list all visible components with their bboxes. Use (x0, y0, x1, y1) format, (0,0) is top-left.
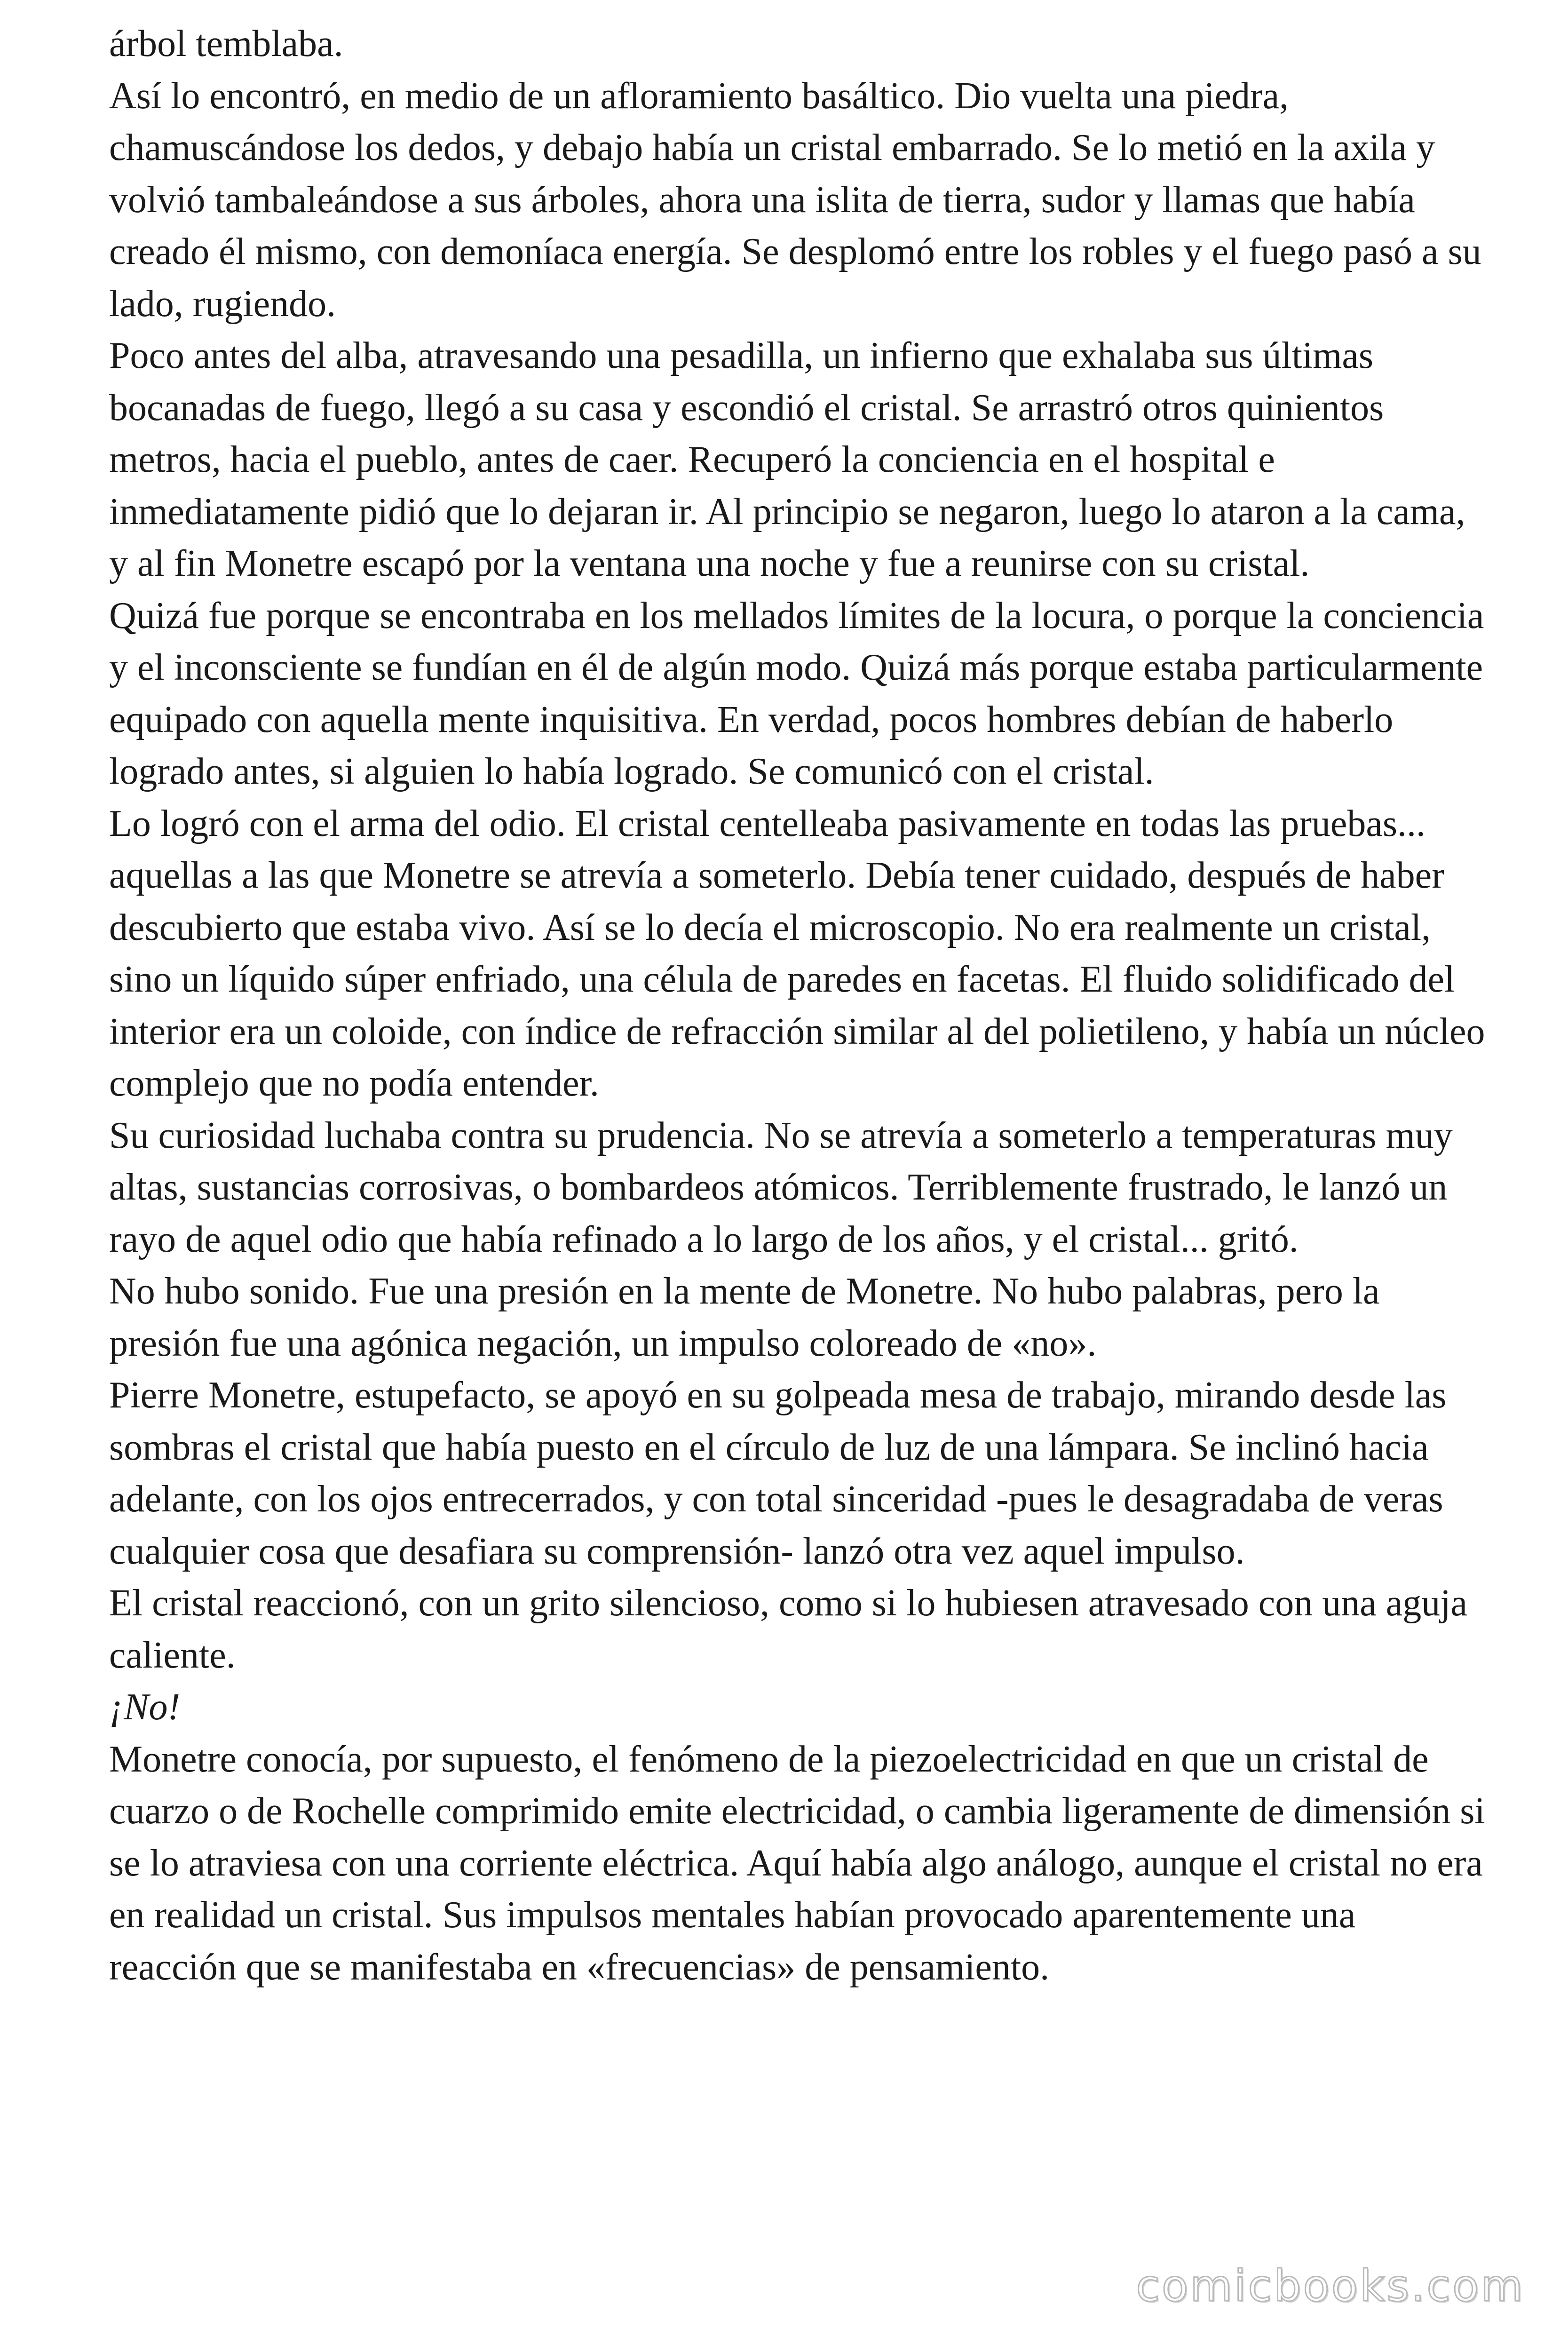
paragraph: Quizá fue porque se encontraba en los mellados límites de la locura, o porque la conciencia y el inconsciente se fundían en él de algún modo. Quizá más porque estaba particularmente equipado con aquella mente inquisitiva. En verdad, pocos hombres debían de haberlo logrado antes, si alguien lo había logrado. Se comunicó con el cristal. (109, 595, 1484, 792)
paragraph: Así lo encontró, en medio de un afloramiento basáltico. Dio vuelta una piedra, chamuscándose los dedos, y debajo había un cristal embarrado. Se lo metió en la axila y volvió tambaleándose a sus árboles, ahora una islita de tierra, sudor y llamas que había creado él mismo, con demoníaca energía. Se desplomó entre los robles y el fuego pasó a su lado, rugiendo. (109, 75, 1481, 325)
paragraph: Lo logró con el arma del odio. El cristal centelleaba pasivamente en todas las pruebas... aquellas a las que Monetre se atrevía a someterlo. Debía tener cuidado, después de haber descubierto que estaba vivo. Así se lo decía el microscopio. No era realmente un cristal, sino un líquido súper enfriado, una célula de paredes en facetas. El fluido solidificado del interior era un coloide, con índice de refracción similar al del polietileno, y había un núcleo complejo que no podía entender. (109, 803, 1485, 1104)
page-text (109, 18, 1492, 1993)
paragraph: árbol temblaba. (109, 23, 343, 64)
italic-exclamation: ¡No! (109, 1686, 181, 1728)
paragraph: El cristal reaccionó, con un grito silencioso, como si lo hubiesen atravesado con una aguja caliente. (109, 1582, 1468, 1676)
paragraph: No hubo sonido. Fue una presión en la mente de Monetre. No hubo palabras, pero la presión fue una agónica negación, un impulso coloreado de «no». (109, 1271, 1380, 1364)
watermark: comicbooks.com (1136, 2261, 1525, 2311)
paragraph: Poco antes del alba, atravesando una pesadilla, un infierno que exhalaba sus últimas bocanadas de fuego, llegó a su casa y escondió el cristal. Se arrastró otros quinientos metros, hacia el pueblo, antes de caer. Recuperó la conciencia en el hospital e inmediatamente pidió que lo dejaran ir. Al principio se negaron, luego lo ataron a la cama, y al fin Monetre escapó por la ventana una noche y fue a reunirse con su cristal. (109, 335, 1465, 584)
paragraph: Pierre Monetre, estupefacto, se apoyó en su golpeada mesa de trabajo, mirando desde las sombras el cristal que había puesto en el círculo de luz de una lámpara. Se inclinó hacia adelante, con los ojos entrecerrados, y con total sinceridad -pues le desagradaba de veras cualquier cosa que desafiara su comprensión- lanzó otra vez aquel impulso. (109, 1375, 1447, 1572)
paragraph: Su curiosidad luchaba contra su prudencia. No se atrevía a someterlo a temperaturas muy altas, sustancias corrosivas, o bombardeos atómicos. Terriblemente frustrado, le lanzó un rayo de aquel odio que había refinado a lo largo de los años, y el cristal... gritó. (109, 1114, 1453, 1260)
paragraph: Monetre conocía, por supuesto, el fenómeno de la piezoelectricidad en que un cristal de cuarzo o de Rochelle comprimido emite electricidad, o cambia ligeramente de dimensión si se lo atraviesa con una corriente eléctrica. Aquí había algo análogo, aunque el cristal no era en realidad un cristal. Sus impulsos mentales habían provocado aparentemente una reacción que se manifestaba en «frecuencias» de pensamiento. (109, 1738, 1485, 1988)
